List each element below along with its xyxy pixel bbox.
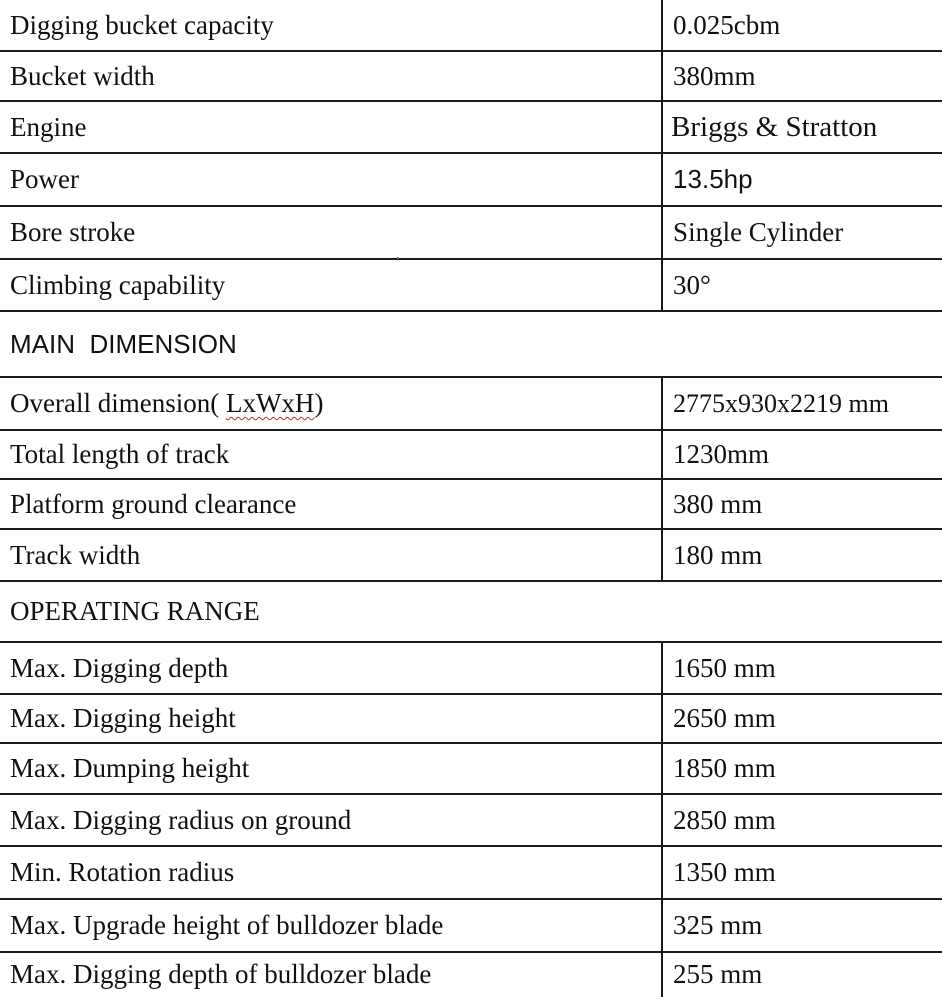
row-label: Total length of track (0, 430, 662, 479)
row-value: 255 mm (662, 952, 942, 997)
stray-dot (397, 257, 399, 259)
table-row (0, 0, 942, 51)
row-value: 2650 mm (662, 694, 942, 743)
row-label: Max. Digging height (0, 694, 662, 743)
table-row (0, 743, 942, 794)
row-label: Bucket width (0, 51, 662, 101)
row-label: Max. Digging depth of bulldozer blade (0, 952, 662, 997)
table-row (0, 642, 942, 694)
table-row (0, 794, 942, 846)
row-value: 30° (662, 259, 942, 311)
table-row (0, 529, 942, 581)
overall-label-prefix: Overall dimension( (10, 388, 226, 418)
table-row (0, 259, 942, 311)
row-label: Climbing capability (0, 259, 662, 311)
table-row (0, 846, 942, 899)
row-label: Power (0, 153, 662, 206)
row-value: 1650 mm (662, 642, 942, 694)
row-value: 325 mm (662, 899, 942, 952)
row-value: 1230mm (662, 430, 942, 479)
row-value: 380 mm (662, 479, 942, 529)
section-header-row (0, 311, 942, 377)
row-label (0, 377, 662, 430)
row-label: Digging bucket capacity (0, 0, 662, 51)
row-label: Min. Rotation radius (0, 846, 662, 899)
row-label: Track width (0, 529, 662, 581)
row-value: Single Cylinder (662, 206, 942, 259)
row-label: Engine (0, 101, 662, 153)
table-row (0, 153, 942, 206)
table-row (0, 377, 942, 430)
row-value: Briggs & Stratton (662, 101, 942, 153)
row-value: 2775x930x2219 mm (662, 377, 942, 430)
row-value: 380mm (662, 51, 942, 101)
section-header-row (0, 581, 942, 642)
table-row (0, 694, 942, 743)
table-row (0, 51, 942, 101)
row-value: 1850 mm (662, 743, 942, 794)
row-value: 1350 mm (662, 846, 942, 899)
row-value: 13.5hp (662, 153, 942, 206)
row-label: Bore stroke (0, 206, 662, 259)
row-value: 180 mm (662, 529, 942, 581)
row-label: Max. Upgrade height of bulldozer blade (0, 899, 662, 952)
table-row (0, 101, 942, 153)
table-row (0, 899, 942, 952)
table-row (0, 430, 942, 479)
spellcheck-marked-text: LxWxH (225, 388, 315, 418)
table-row (0, 206, 942, 259)
table-row (0, 952, 942, 997)
main-dimension-heading: MAIN DIMENSION (0, 311, 942, 377)
row-value: 0.025cbm (662, 0, 942, 51)
overall-label-suffix: ) (314, 388, 324, 418)
row-label: Platform ground clearance (0, 479, 662, 529)
row-label: Max. Digging depth (0, 642, 662, 694)
row-label: Max. Dumping height (0, 743, 662, 794)
table-row (0, 479, 942, 529)
row-value: 2850 mm (662, 794, 942, 846)
row-label: Max. Digging radius on ground (0, 794, 662, 846)
operating-range-heading: OPERATING RANGE (0, 581, 942, 642)
